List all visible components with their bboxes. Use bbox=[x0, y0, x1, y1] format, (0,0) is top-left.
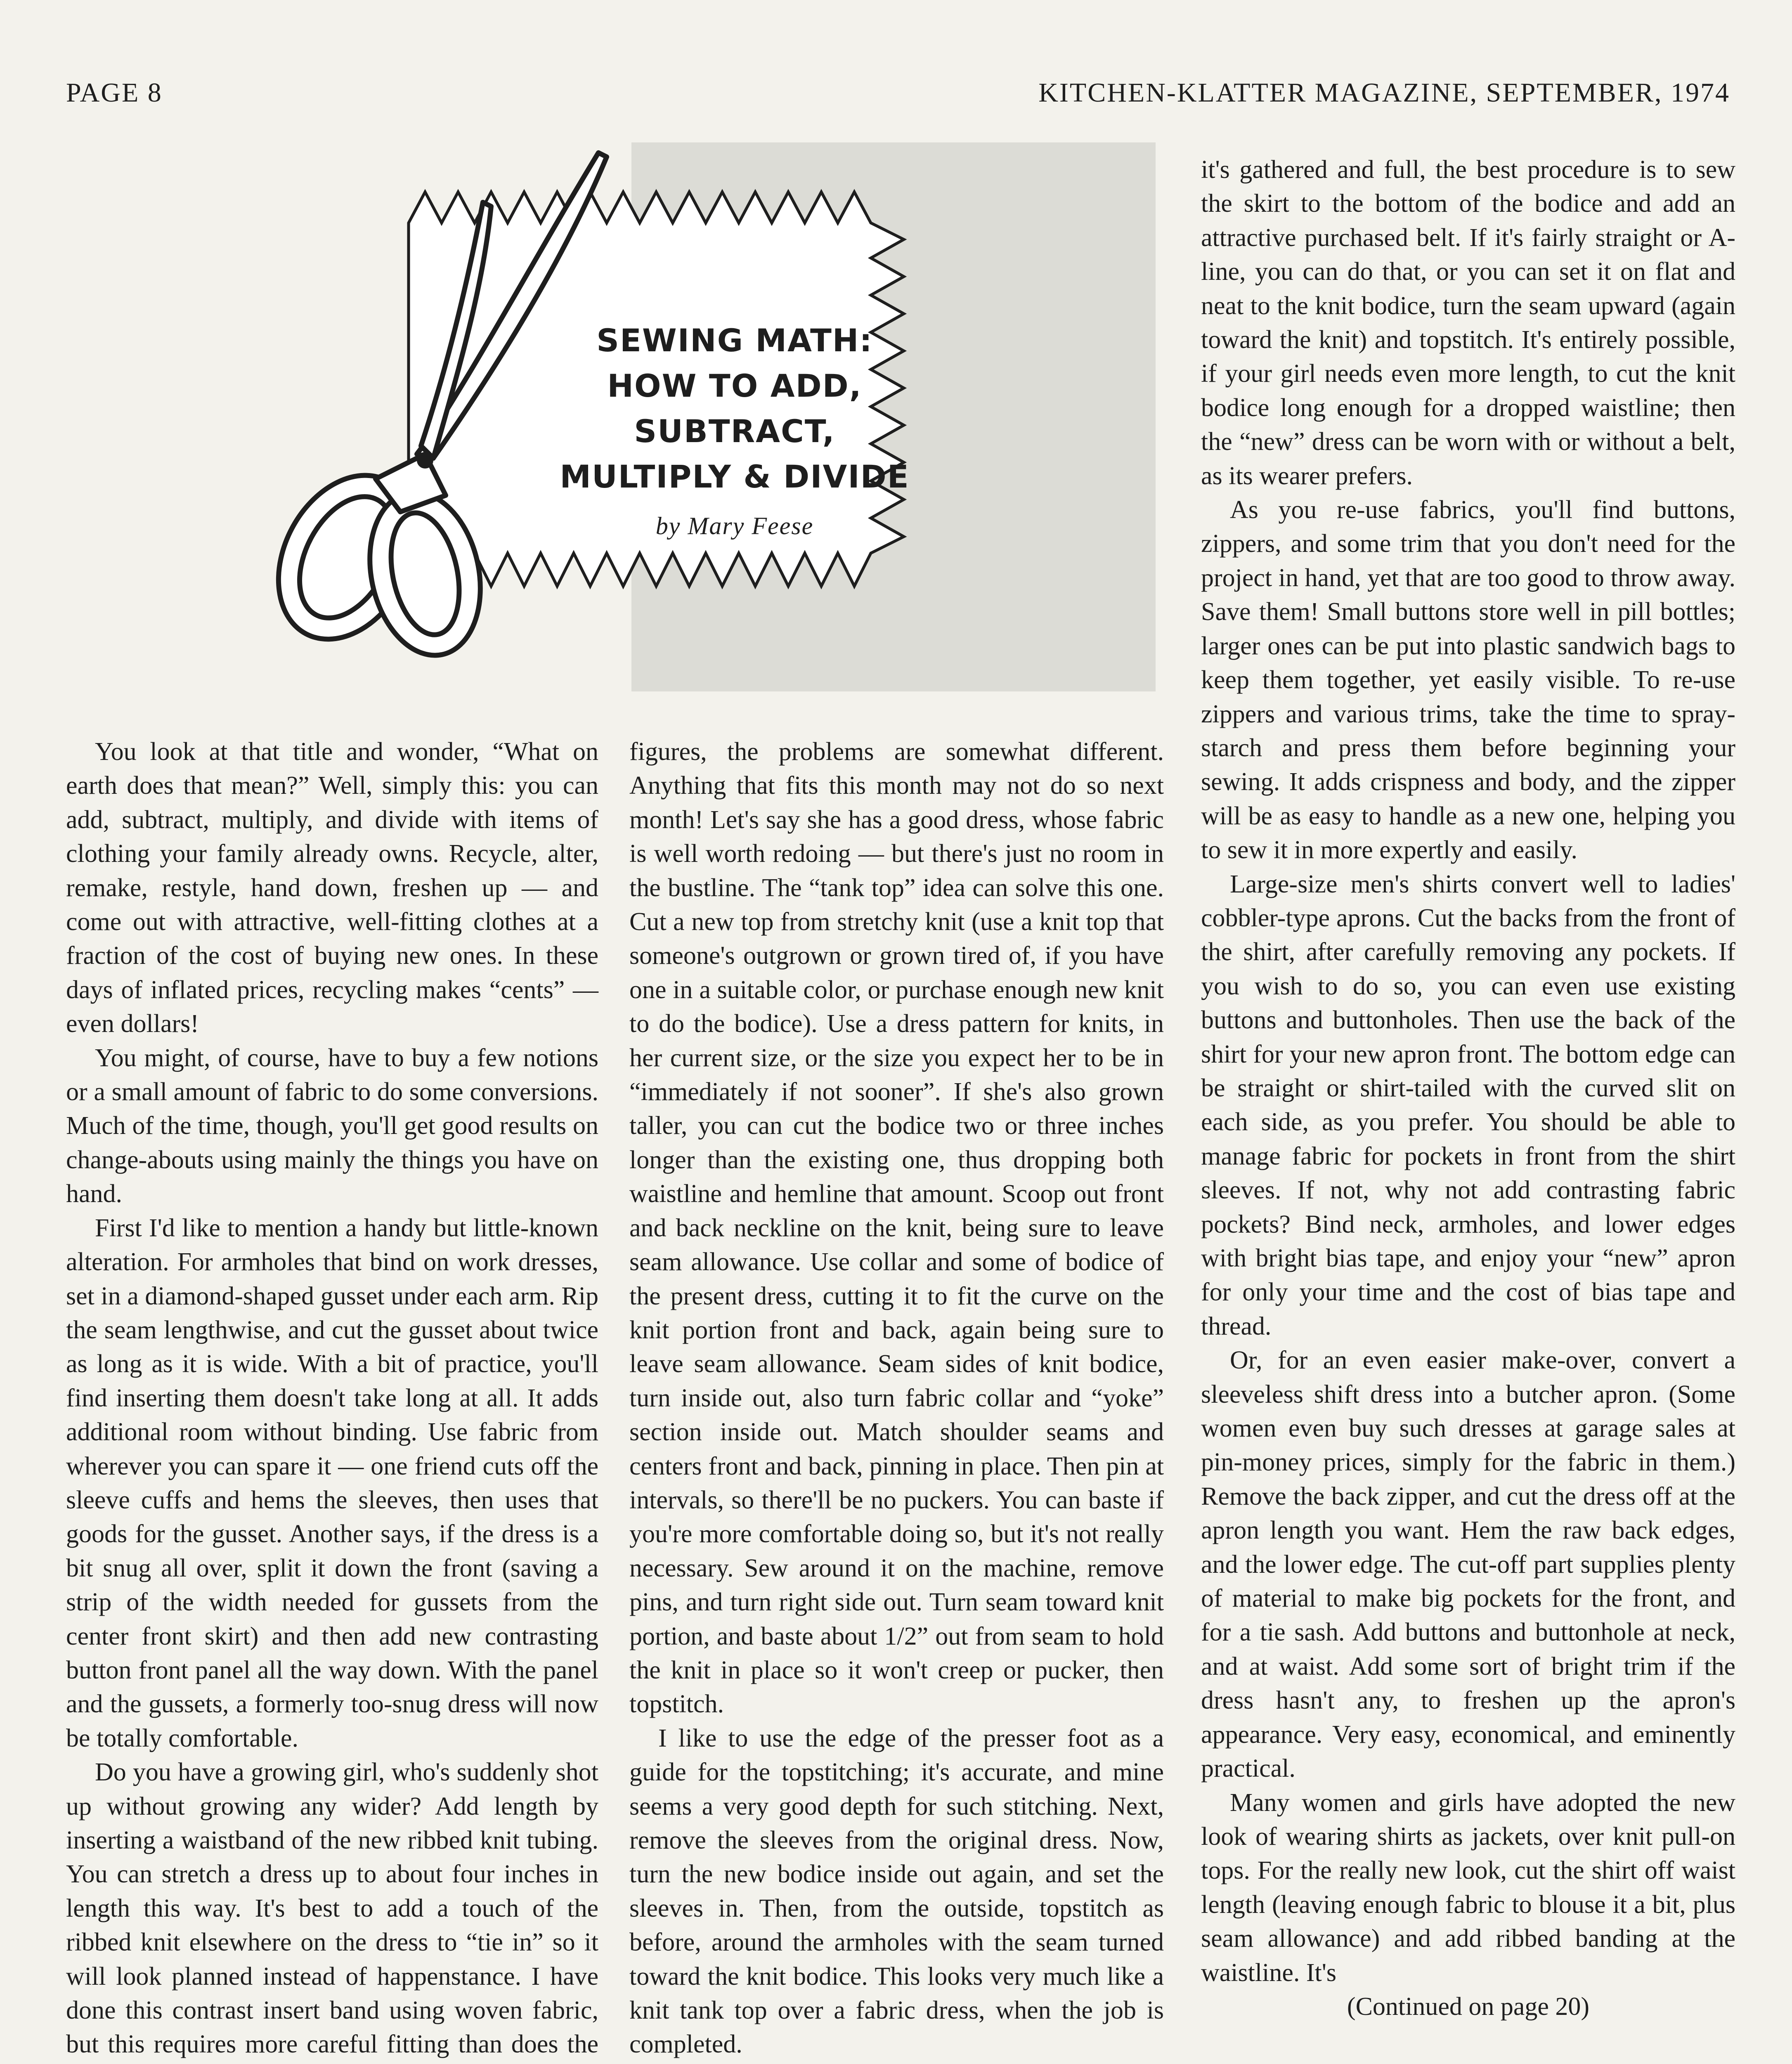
article-column-3 bbox=[1201, 153, 1735, 2024]
title-line-2: HOW TO ADD, bbox=[607, 367, 862, 404]
paragraph: Do you have a growing girl, who's suddenly shot up without growing any wider? Add length by inserting a waistband of the new ribbed knit tubing. You can stretch a dress up to about four inches in length this way. It's best to add a touch of the ribbed knit elsewhere on the dress to “tie in” so it will look planned instead of happenstance. I have done this contrast insert band using woven fabric, but this requires more careful fitting than does the bbox=[66, 1758, 598, 2059]
paragraph: First I'd like to mention a handy but little-known alteration. For armholes that bind on work dresses, set in a diamond-shaped gusset under each arm. Rip the seam lengthwise, and cut the gusset about twice as long as it is wide. With a bit of practice, you'll find inserting them doesn't take long at all. It adds additional room without binding. Use fabric from wherever you can spare it — one friend cuts off the sleeve cuffs and hems the sleeves, then uses that goods for the gusset. Another says, if the dress is a bit snug all over, split it down the front (saving a strip of the width needed for gussets from the center front skirt) and then add new contrasting button front panel all the way down. With the panel and the gussets, a formerly too-snug dress will now be totally comfortable. bbox=[66, 1214, 598, 1752]
byline: by Mary Feese bbox=[655, 512, 814, 540]
paragraph: As you re-use fabrics, you'll find buttons, zippers, and some trim that you don't need for the project in hand, yet that are too good to throw away. Save them! Small buttons store well in pill bottles; larger ones can be put into plastic sandwich bags to keep them together, yet easily visible. To re-use zippers and various trims, take the time to spray-starch and press them before beginning your sewing. It adds crispness and body, and the zipper will be as easy to handle as a new one, helping you to sew it in more expertly and easily. bbox=[1201, 496, 1735, 864]
article-title-block bbox=[557, 318, 912, 540]
paragraph: I like to use the edge of the presser foot as a guide for the topstitching; it's accurate, and mine seems a very good depth for such stitching. Next, remove the sleeves from the original dress. Now, turn the new bodice inside out again, and set the sleeves in. Then, from the outside, topstitch as before, around the armholes with the seam turned toward the knit bodice. This looks very much like a knit tank top over a fabric dress, when the job is completed. bbox=[629, 1724, 1164, 2059]
title-line-1: SEWING MATH: bbox=[596, 322, 873, 359]
page-number: PAGE 8 bbox=[66, 78, 163, 108]
title-line-3: SUBTRACT, bbox=[634, 413, 835, 450]
paragraph: You might, of course, have to buy a few notions or a small amount of fabric to do some conversions. Much of the time, though, you'll get good results on change-abouts using mainly the things you have on hand. bbox=[66, 1044, 598, 1208]
paragraph: figures, the problems are somewhat different. Anything that fits this month may not do so next month! Let's say she has a good dress, whose fabric is well worth redoing — but there's just no room in the bustline. The “tank top” idea can solve this one. Cut a new top from stretchy knit (use a knit top that someone's outgrown or grown tired of, if you have one in a suitable color, or purchase enough new knit to do the bodice). Use a dress pattern for knits, in her current size, or the size you expect her to be in “immediately if not sooner”. If she's also grown taller, you can cut the bodice two or three inches longer than the existing one, thus dropping both waistline and hemline that amount. Scoop out front and back neckline on the knit, being sure to leave seam allowance. Use collar and some of bodice of the present dress, cutting it to fit the curve on the knit portion front and back, again being sure to leave seam allowance. Seam sides of knit bodice, turn inside out, also turn fabric collar and “yoke” section inside out. Match shoulder seams and centers front and back, pinning in place. Then pin at intervals, so there'll be no puckers. You can baste if you're more comfortable doing so, but it's not really necessary. Sew around it on the machine, remove pins, and turn right side out. Turn seam toward knit portion, and baste about 1/2” out from seam to hold the knit in place so it won't creep or pucker, then topstitch. bbox=[629, 738, 1164, 1718]
paragraph: Many women and girls have adopted the new look of wearing shirts as jackets, over knit pull-on tops. For the really new look, cut the shirt off waist length (leaving enough fabric to blouse it a bit, plus seam allowance) and add ribbed banding at the waistline. It's bbox=[1201, 1788, 1735, 1987]
publication-title: KITCHEN-KLATTER MAGAZINE, SEPTEMBER, 1974 bbox=[1038, 78, 1730, 108]
continued-note: (Continued on page 20) bbox=[1347, 1992, 1590, 2021]
article-column-2 bbox=[629, 735, 1164, 2064]
paragraph: You look at that title and wonder, “What on earth does that mean?” Well, simply this: you can add, subtract, multiply, and divide with items of clothing your family already owns. Recycle, alter, remake, restyle, hand down, freshen up — and come out with attractive, well-fitting clothes at a fraction of the cost of buying new ones. In these days of inflated prices, recycling makes “cents” — even dollars! bbox=[66, 738, 598, 1038]
page-header bbox=[66, 70, 1730, 116]
title-line-4: MULTIPLY & DIVIDE bbox=[560, 458, 910, 495]
article-column-1 bbox=[66, 735, 598, 2064]
paragraph bbox=[629, 2062, 1164, 2064]
paragraph: Large-size men's shirts convert well to ladies' cobbler-type aprons. Cut the backs from the front of the shirt, after carefully removing any pockets. If you wish to do so, you can even use existing buttons and buttonholes. Then use the back of the shirt for your new apron front. The bottom edge can be straight or shirt-tailed with the curved slit on each side, as you prefer. You should be able to manage fabric for pockets in front from the shirt sleeves. If not, why not add contrasting fabric pockets? Bind neck, armholes, and lower edges with bright bias tape, and enjoy your “new” apron for only your time and the cost of bias tape and thread. bbox=[1201, 870, 1735, 1340]
paragraph: it's gathered and full, the best procedure is to sew the skirt to the bottom of the bodice and add an attractive purchased belt. If it's fairly straight or A-line, you can do that, or you can set it on flat and neat to the knit bodice, turn the seam upward (again toward the knit) and topstitch. It's entirely possible, if your girl needs even more length, to cut the knit bodice long enough for a dropped waistline; then the “new” dress can be worn with or without a belt, as its wearer prefers. bbox=[1201, 156, 1735, 490]
paragraph: Or, for an even easier make-over, convert a sleeveless shift dress into a butcher apron. (Some women even buy such dresses at garage sales at pin-money prices, simply for the fabric in them.) Remove the back zipper, and cut the dress off at the apron length you want. Hem the raw back edges, and the lower edge. The cut-off part supplies plenty of material to make big pockets for the front, and for a tie sash. Add buttons and buttonhole at neck, and at waist. Add some sort of bright trim if the dress hasn't any, to freshen up the apron's appearance. Very easy, economical, and eminently practical. bbox=[1201, 1346, 1735, 1783]
